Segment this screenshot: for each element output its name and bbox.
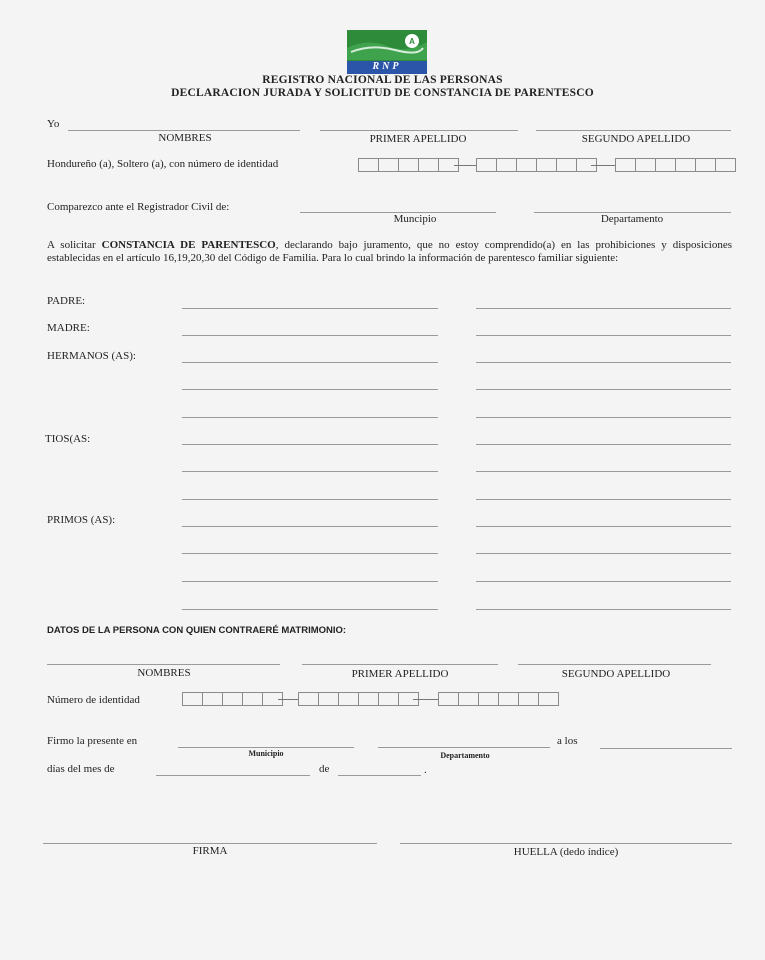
primos-line-left-1[interactable] bbox=[182, 526, 438, 527]
svg-text:A: A bbox=[409, 37, 415, 46]
header-title-2: DECLARACION JURADA Y SOLICITUD DE CONSTANCIA DE PARENTESCO bbox=[171, 87, 594, 99]
spouse-identity-dash-2 bbox=[413, 699, 438, 700]
rnp-logo bbox=[347, 30, 427, 74]
spouse-primer-apellido-label: PRIMER APELLIDO bbox=[351, 668, 449, 680]
primer-apellido-label: PRIMER APELLIDO bbox=[369, 133, 467, 145]
firmo-municipio-label: Municipio bbox=[248, 749, 284, 758]
a-los-label: a los bbox=[557, 735, 578, 747]
madre-line-right[interactable] bbox=[476, 335, 731, 336]
firma-label: FIRMA bbox=[192, 845, 228, 857]
padre-label: PADRE: bbox=[47, 295, 86, 307]
primos-line-right-3[interactable] bbox=[476, 581, 731, 582]
hermanos-line-right-2[interactable] bbox=[476, 389, 731, 390]
declaration-bold: CONSTANCIA DE PARENTESCO bbox=[101, 239, 276, 251]
hermanos-label: HERMANOS (AS): bbox=[47, 350, 136, 362]
tios-line-left-2[interactable] bbox=[182, 471, 438, 472]
declaration-paragraph bbox=[47, 239, 732, 264]
hermanos-line-left-3[interactable] bbox=[182, 417, 438, 418]
hermanos-line-left-1[interactable] bbox=[182, 362, 438, 363]
segundo-apellido-label: SEGUNDO APELLIDO bbox=[581, 133, 691, 145]
spouse-identity-boxes-group-3[interactable] bbox=[438, 692, 559, 706]
spouse-identity-boxes-group-1[interactable] bbox=[182, 692, 283, 706]
primos-line-right-2[interactable] bbox=[476, 553, 731, 554]
hermanos-line-right-3[interactable] bbox=[476, 417, 731, 418]
identity-dash-1 bbox=[454, 165, 476, 166]
yo-label: Yo bbox=[47, 118, 60, 130]
de-label: de bbox=[319, 763, 330, 775]
primos-line-left-3[interactable] bbox=[182, 581, 438, 582]
a-los-field[interactable] bbox=[600, 748, 732, 749]
huella-line[interactable] bbox=[400, 843, 732, 844]
identity-dash-2 bbox=[591, 165, 615, 166]
madre-line-left[interactable] bbox=[182, 335, 438, 336]
registrar-municipio-label: Muncipio bbox=[393, 213, 437, 225]
huella-label: HUELLA (dedo índice) bbox=[513, 846, 619, 858]
identity-boxes-group-3[interactable] bbox=[615, 158, 736, 172]
anio-field[interactable] bbox=[338, 775, 421, 776]
nombres-field[interactable] bbox=[68, 130, 300, 131]
primos-label: PRIMOS (AS): bbox=[47, 514, 116, 526]
madre-label: MADRE: bbox=[47, 322, 90, 334]
primer-apellido-field[interactable] bbox=[320, 130, 518, 131]
identity-label: Hondureño (a), Soltero (a), con número de identidad bbox=[47, 158, 279, 170]
spouse-nombres-label: NOMBRES bbox=[137, 667, 191, 679]
identity-boxes-group-2[interactable] bbox=[476, 158, 597, 172]
firma-line[interactable] bbox=[43, 843, 377, 844]
primos-line-left-2[interactable] bbox=[182, 553, 438, 554]
registrar-departamento-label: Departamento bbox=[600, 213, 664, 225]
tios-line-right-2[interactable] bbox=[476, 471, 731, 472]
segundo-apellido-field[interactable] bbox=[536, 130, 731, 131]
registrar-label: Comparezco ante el Registrador Civil de: bbox=[47, 201, 230, 213]
firmo-departamento-field[interactable] bbox=[378, 747, 550, 748]
padre-line-left[interactable] bbox=[182, 308, 438, 309]
identity-boxes-group-1[interactable] bbox=[358, 158, 459, 172]
hermanos-line-right-1[interactable] bbox=[476, 362, 731, 363]
firmo-municipio-field[interactable] bbox=[178, 747, 354, 748]
primos-line-right-1[interactable] bbox=[476, 526, 731, 527]
spouse-segundo-apellido-label: SEGUNDO APELLIDO bbox=[561, 668, 671, 680]
declaration-prefix: A solicitar bbox=[47, 239, 102, 251]
spouse-segundo-apellido-field[interactable] bbox=[518, 664, 711, 665]
primos-line-right-4[interactable] bbox=[476, 609, 731, 610]
firmo-label: Firmo la presente en bbox=[47, 735, 138, 747]
padre-line-right[interactable] bbox=[476, 308, 731, 309]
hermanos-line-left-2[interactable] bbox=[182, 389, 438, 390]
nombres-label: NOMBRES bbox=[158, 132, 212, 144]
spouse-identity-label: Número de identidad bbox=[47, 694, 140, 706]
logo-text: RNP bbox=[372, 61, 402, 72]
spouse-nombres-field[interactable] bbox=[47, 664, 280, 665]
firmo-departamento-label: Departamento bbox=[440, 751, 490, 760]
spouse-heading: DATOS DE LA PERSONA CON QUIEN CONTRAERÉ MATRIMONIO: bbox=[47, 625, 347, 636]
tios-line-right-3[interactable] bbox=[476, 499, 731, 500]
period-mark: . bbox=[424, 764, 427, 776]
mes-field[interactable] bbox=[156, 775, 310, 776]
dias-label: días del mes de bbox=[47, 763, 115, 775]
declaration-suffix: , declarando bajo juramento, que no estoy comprendido(a) en las prohibiciones y disposiciones establecidas en el artículo 16,19,20,30 del Código de Familia. Para lo cual brindo la información de parentesco familiar siguiente: bbox=[47, 239, 732, 264]
tios-line-left-1[interactable] bbox=[182, 444, 438, 445]
spouse-primer-apellido-field[interactable] bbox=[302, 664, 498, 665]
primos-line-left-4[interactable] bbox=[182, 609, 438, 610]
header-title-1: REGISTRO NACIONAL DE LAS PERSONAS bbox=[262, 74, 503, 86]
tios-label: TIOS(AS: bbox=[45, 433, 91, 445]
tios-line-left-3[interactable] bbox=[182, 499, 438, 500]
spouse-identity-boxes-group-2[interactable] bbox=[298, 692, 419, 706]
spouse-identity-dash-1 bbox=[278, 699, 298, 700]
tios-line-right-1[interactable] bbox=[476, 444, 731, 445]
